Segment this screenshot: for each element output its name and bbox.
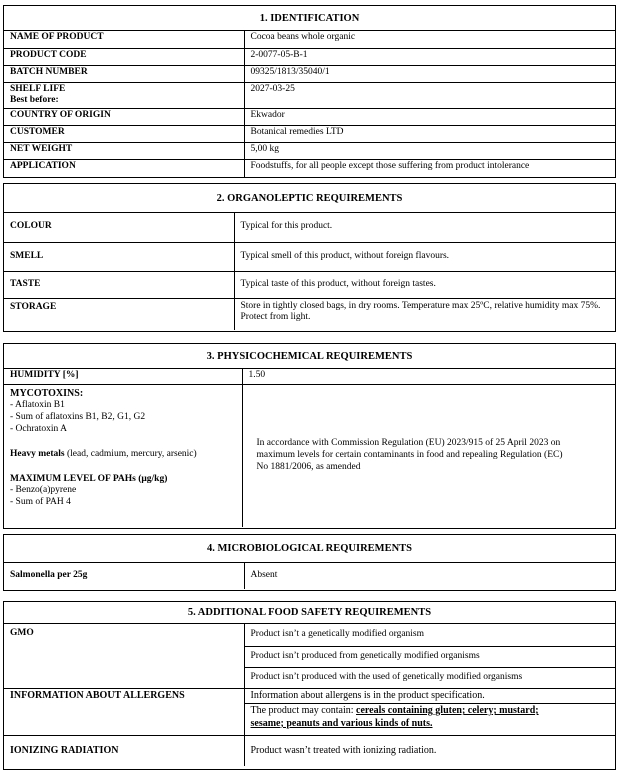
section-title: 5. ADDITIONAL FOOD SAFETY REQUIREMENTS — [4, 602, 615, 624]
organoleptic-table — [4, 213, 615, 330]
table-row — [4, 143, 615, 160]
allergens-list: cereals containing gluten; celery; mustard; sesame; peanuts and various kinds of nuts. — [250, 705, 539, 729]
heavy-metals-label — [10, 449, 236, 461]
row-value: Foodstuffs, for all people except those suffering from product intolerance — [244, 160, 615, 178]
table-row — [4, 109, 615, 126]
heavy-metals-bold: Heavy metals — [10, 448, 65, 459]
table-row — [4, 242, 615, 271]
row-label: BATCH NUMBER — [4, 65, 244, 82]
row-label: NAME OF PRODUCT — [4, 31, 244, 48]
pah-title: MAXIMUM LEVEL OF PAHs (μg/kg) — [10, 473, 168, 484]
row-value: Typical for this product. — [234, 213, 615, 242]
list-item: - Aflatoxin B1 — [10, 400, 65, 410]
row-label: HUMIDITY [%] — [4, 369, 242, 384]
row-value: Store in tightly closed bags, in dry rooms. Temperature max 25ºC, relative humidity max 75%. Protect from light. — [234, 298, 615, 330]
row-label: NET WEIGHT — [4, 143, 244, 160]
regulation-text: In accordance with Commission Regulation (EU) 2023/915 of 25 April 2023 on maximum levels for certain contaminants in food and repealing Regulation (EC) No 1881/2006, as amended — [242, 384, 615, 527]
gmo-value: Product isn’t produced from genetically modified organisms — [244, 646, 615, 667]
table-row — [4, 298, 615, 330]
physicochemical-table — [4, 369, 615, 527]
section-organoleptic — [3, 183, 616, 332]
row-value: 5,00 kg — [244, 143, 615, 160]
table-row — [4, 48, 615, 65]
row-label: STORAGE — [4, 298, 234, 330]
table-row — [4, 736, 615, 766]
gmo-value: Product isn’t a genetically modified organism — [244, 624, 615, 646]
food-safety-table — [4, 624, 615, 766]
row-label: SMELL — [4, 242, 234, 271]
list-item: - Sum of PAH 4 — [10, 497, 71, 508]
section-identification — [3, 5, 616, 178]
row-label: CUSTOMER — [4, 126, 244, 143]
table-row — [4, 31, 615, 48]
microbiological-table — [4, 563, 615, 589]
gmo-value: Product isn’t produced with the used of genetically modified organisms — [244, 667, 615, 688]
table-row — [4, 65, 615, 82]
table-row — [4, 82, 615, 109]
row-value: Absent — [244, 563, 615, 589]
shelf-life-label: SHELF LIFE — [10, 83, 66, 94]
row-label: PRODUCT CODE — [4, 48, 244, 65]
row-value: Typical taste of this product, without foreign tastes. — [234, 271, 615, 298]
row-value: Botanical remedies LTD — [244, 126, 615, 143]
allergens-info: Information about allergens is in the product specification. — [244, 688, 615, 704]
row-label — [4, 82, 244, 109]
row-label: TASTE — [4, 271, 234, 298]
table-row — [4, 126, 615, 143]
row-value: Ekwador — [244, 109, 615, 126]
section-title: 3. PHYSICOCHEMICAL REQUIREMENTS — [4, 344, 615, 369]
list-item: - Ochratoxin A — [10, 423, 67, 434]
table-row — [4, 271, 615, 298]
best-before-label: Best before: — [10, 95, 59, 106]
gmo-label: GMO — [4, 624, 244, 688]
section-title: 4. MICROBIOLOGICAL REQUIREMENTS — [4, 535, 615, 563]
row-value: 09325/1813/35040/1 — [244, 65, 615, 82]
allergens-contents — [244, 704, 615, 736]
section-physicochemical — [3, 343, 616, 529]
row-value: 1.50 — [242, 369, 615, 384]
allergens-prefix: The product may contain: — [250, 705, 357, 716]
list-item: - Sum of aflatoxins B1, B2, G1, G2 — [10, 411, 146, 422]
row-label: APPLICATION — [4, 160, 244, 178]
table-row — [4, 563, 615, 589]
section-food-safety — [3, 601, 616, 770]
table-row — [4, 369, 615, 384]
contaminants-labels — [4, 384, 242, 527]
row-label: COLOUR — [4, 213, 234, 242]
list-item: - Benzo(a)pyrene — [10, 485, 77, 496]
radiation-label: IONIZING RADIATION — [4, 736, 244, 766]
allergens-label: INFORMATION ABOUT ALLERGENS — [4, 688, 244, 736]
row-label: Salmonella per 25g — [4, 563, 244, 589]
row-value: Typical smell of this product, without foreign flavours. — [234, 242, 615, 271]
table-row — [4, 688, 615, 704]
section-title: 2. ORGANOLEPTIC REQUIREMENTS — [4, 184, 615, 213]
row-label: COUNTRY OF ORIGIN — [4, 109, 244, 126]
radiation-value: Product wasn’t treated with ionizing radiation. — [244, 736, 615, 766]
table-row — [4, 384, 615, 527]
heavy-metals-detail: (lead, cadmium, mercury, arsenic) — [64, 448, 197, 459]
table-row — [4, 213, 615, 242]
row-value: 2-0077-05-B-1 — [244, 48, 615, 65]
section-microbiological — [3, 534, 616, 591]
section-title: 1. IDENTIFICATION — [4, 6, 615, 31]
row-value: 2027-03-25 — [244, 82, 615, 109]
row-value: Cocoa beans whole organic — [244, 31, 615, 48]
mycotoxins-title: MYCOTOXINS: — [10, 387, 84, 399]
table-row — [4, 160, 615, 178]
identification-table — [4, 31, 615, 178]
table-row — [4, 624, 615, 646]
